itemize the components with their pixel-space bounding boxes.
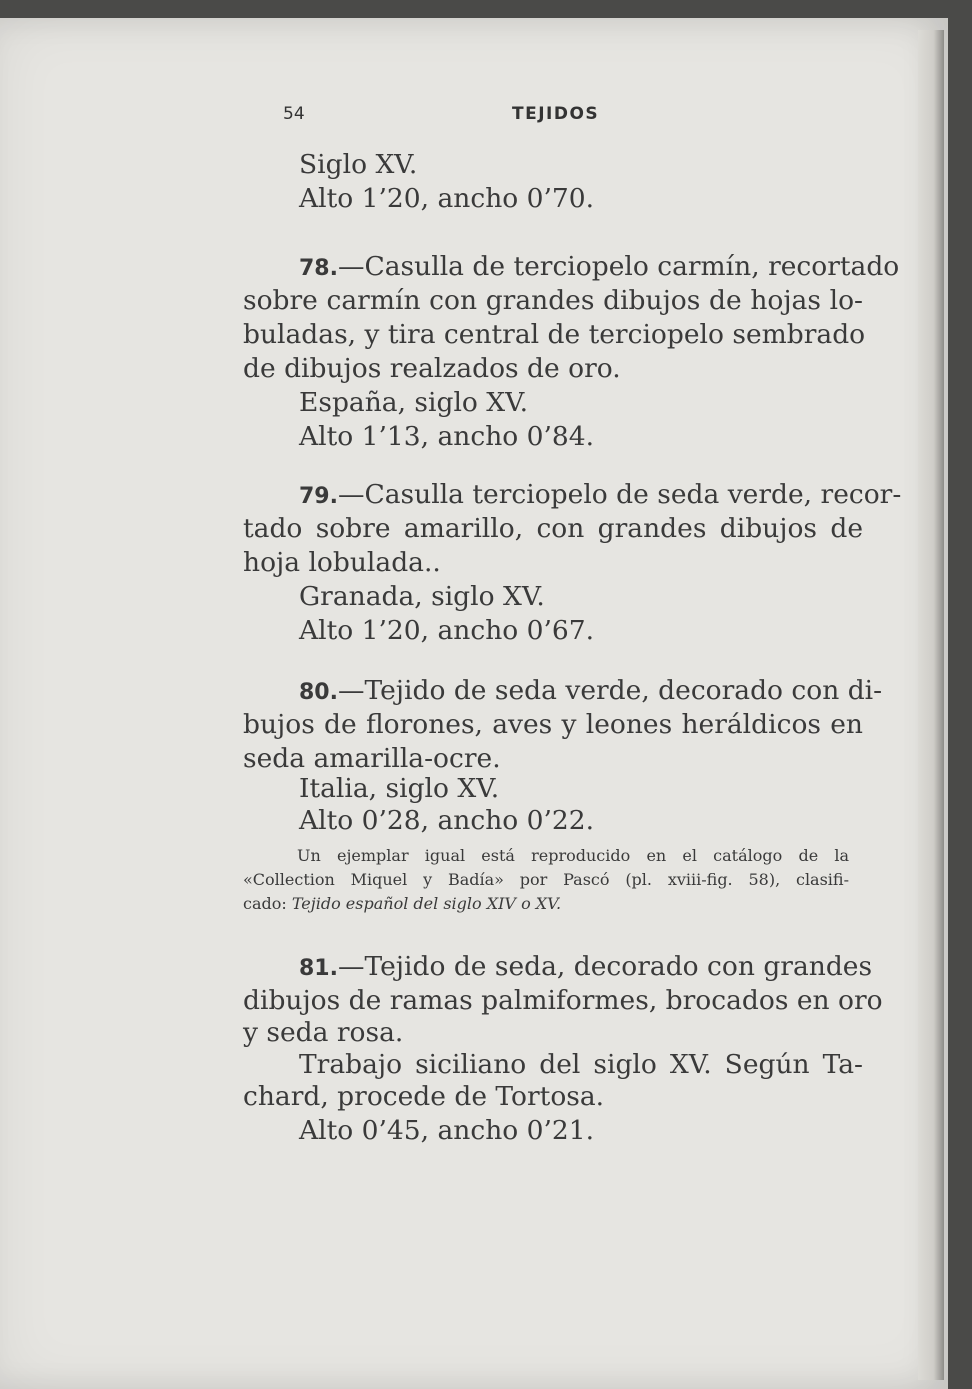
footnote-italic: Tejido español del siglo XIV o XV. bbox=[291, 894, 562, 913]
body-line: bujos de florones, aves y leones heráldicos en bbox=[243, 709, 863, 740]
detail-line: España, siglo XV. bbox=[299, 387, 529, 418]
detail-line: Alto 1’20, ancho 0’70. bbox=[299, 183, 595, 214]
book-spine-shadow bbox=[918, 30, 944, 1380]
detail-line: Alto 0’28, ancho 0’22. bbox=[299, 805, 595, 836]
footnote-line: Un ejemplar igual está reproducido en el catálogo de la bbox=[297, 846, 849, 865]
body-line: sobre carmín con grandes dibujos de hojas lo- bbox=[243, 285, 863, 316]
body-line: hoja lobulada.. bbox=[243, 547, 441, 578]
body-line: chard, procede de Tortosa. bbox=[243, 1081, 605, 1112]
entry-number: 80. bbox=[299, 680, 338, 705]
detail-line: Granada, siglo XV. bbox=[299, 581, 545, 612]
detail-line: Italia, siglo XV. bbox=[299, 773, 500, 804]
footnote-line: cado: Tejido español del siglo XIV o XV. bbox=[243, 894, 562, 913]
entry-78-first-line: 78.—Casulla de terciopelo carmín, recortado bbox=[299, 251, 900, 282]
detail-line: Siglo XV. bbox=[299, 149, 418, 180]
entry-number: 81. bbox=[299, 956, 338, 981]
entry-number: 79. bbox=[299, 484, 338, 509]
footnote-line: «Collection Miquel y Badía» por Pascó (pl. xviii-fig. 58), clasifi- bbox=[243, 870, 849, 889]
entry-81-first-line: 81.—Tejido de seda, decorado con grandes bbox=[299, 951, 873, 982]
body-line: tado sobre amarillo, con grandes dibujos de bbox=[243, 513, 863, 544]
entry-80-first-line: 80.—Tejido de seda verde, decorado con di- bbox=[299, 675, 883, 706]
body-line: buladas, y tira central de terciopelo sembrado bbox=[243, 319, 866, 350]
body-line: seda amarilla-ocre. bbox=[243, 743, 501, 774]
detail-line: Alto 1’20, ancho 0’67. bbox=[299, 615, 595, 646]
entry-number: 78. bbox=[299, 256, 338, 281]
body-line: dibujos de ramas palmiformes, brocados en oro bbox=[243, 985, 883, 1016]
detail-line: Alto 0’45, ancho 0’21. bbox=[299, 1115, 595, 1146]
detail-line: Alto 1’13, ancho 0’84. bbox=[299, 421, 595, 452]
entry-79-first-line: 79.—Casulla terciopelo de seda verde, recor- bbox=[299, 479, 902, 510]
body-line: y seda rosa. bbox=[243, 1017, 404, 1048]
detail-line: Trabajo siciliano del siglo XV. Según Ta- bbox=[299, 1049, 863, 1080]
body-line: de dibujos realzados de oro. bbox=[243, 353, 621, 384]
page-number: 54 bbox=[283, 104, 305, 124]
running-title: TEJIDOS bbox=[512, 104, 600, 124]
